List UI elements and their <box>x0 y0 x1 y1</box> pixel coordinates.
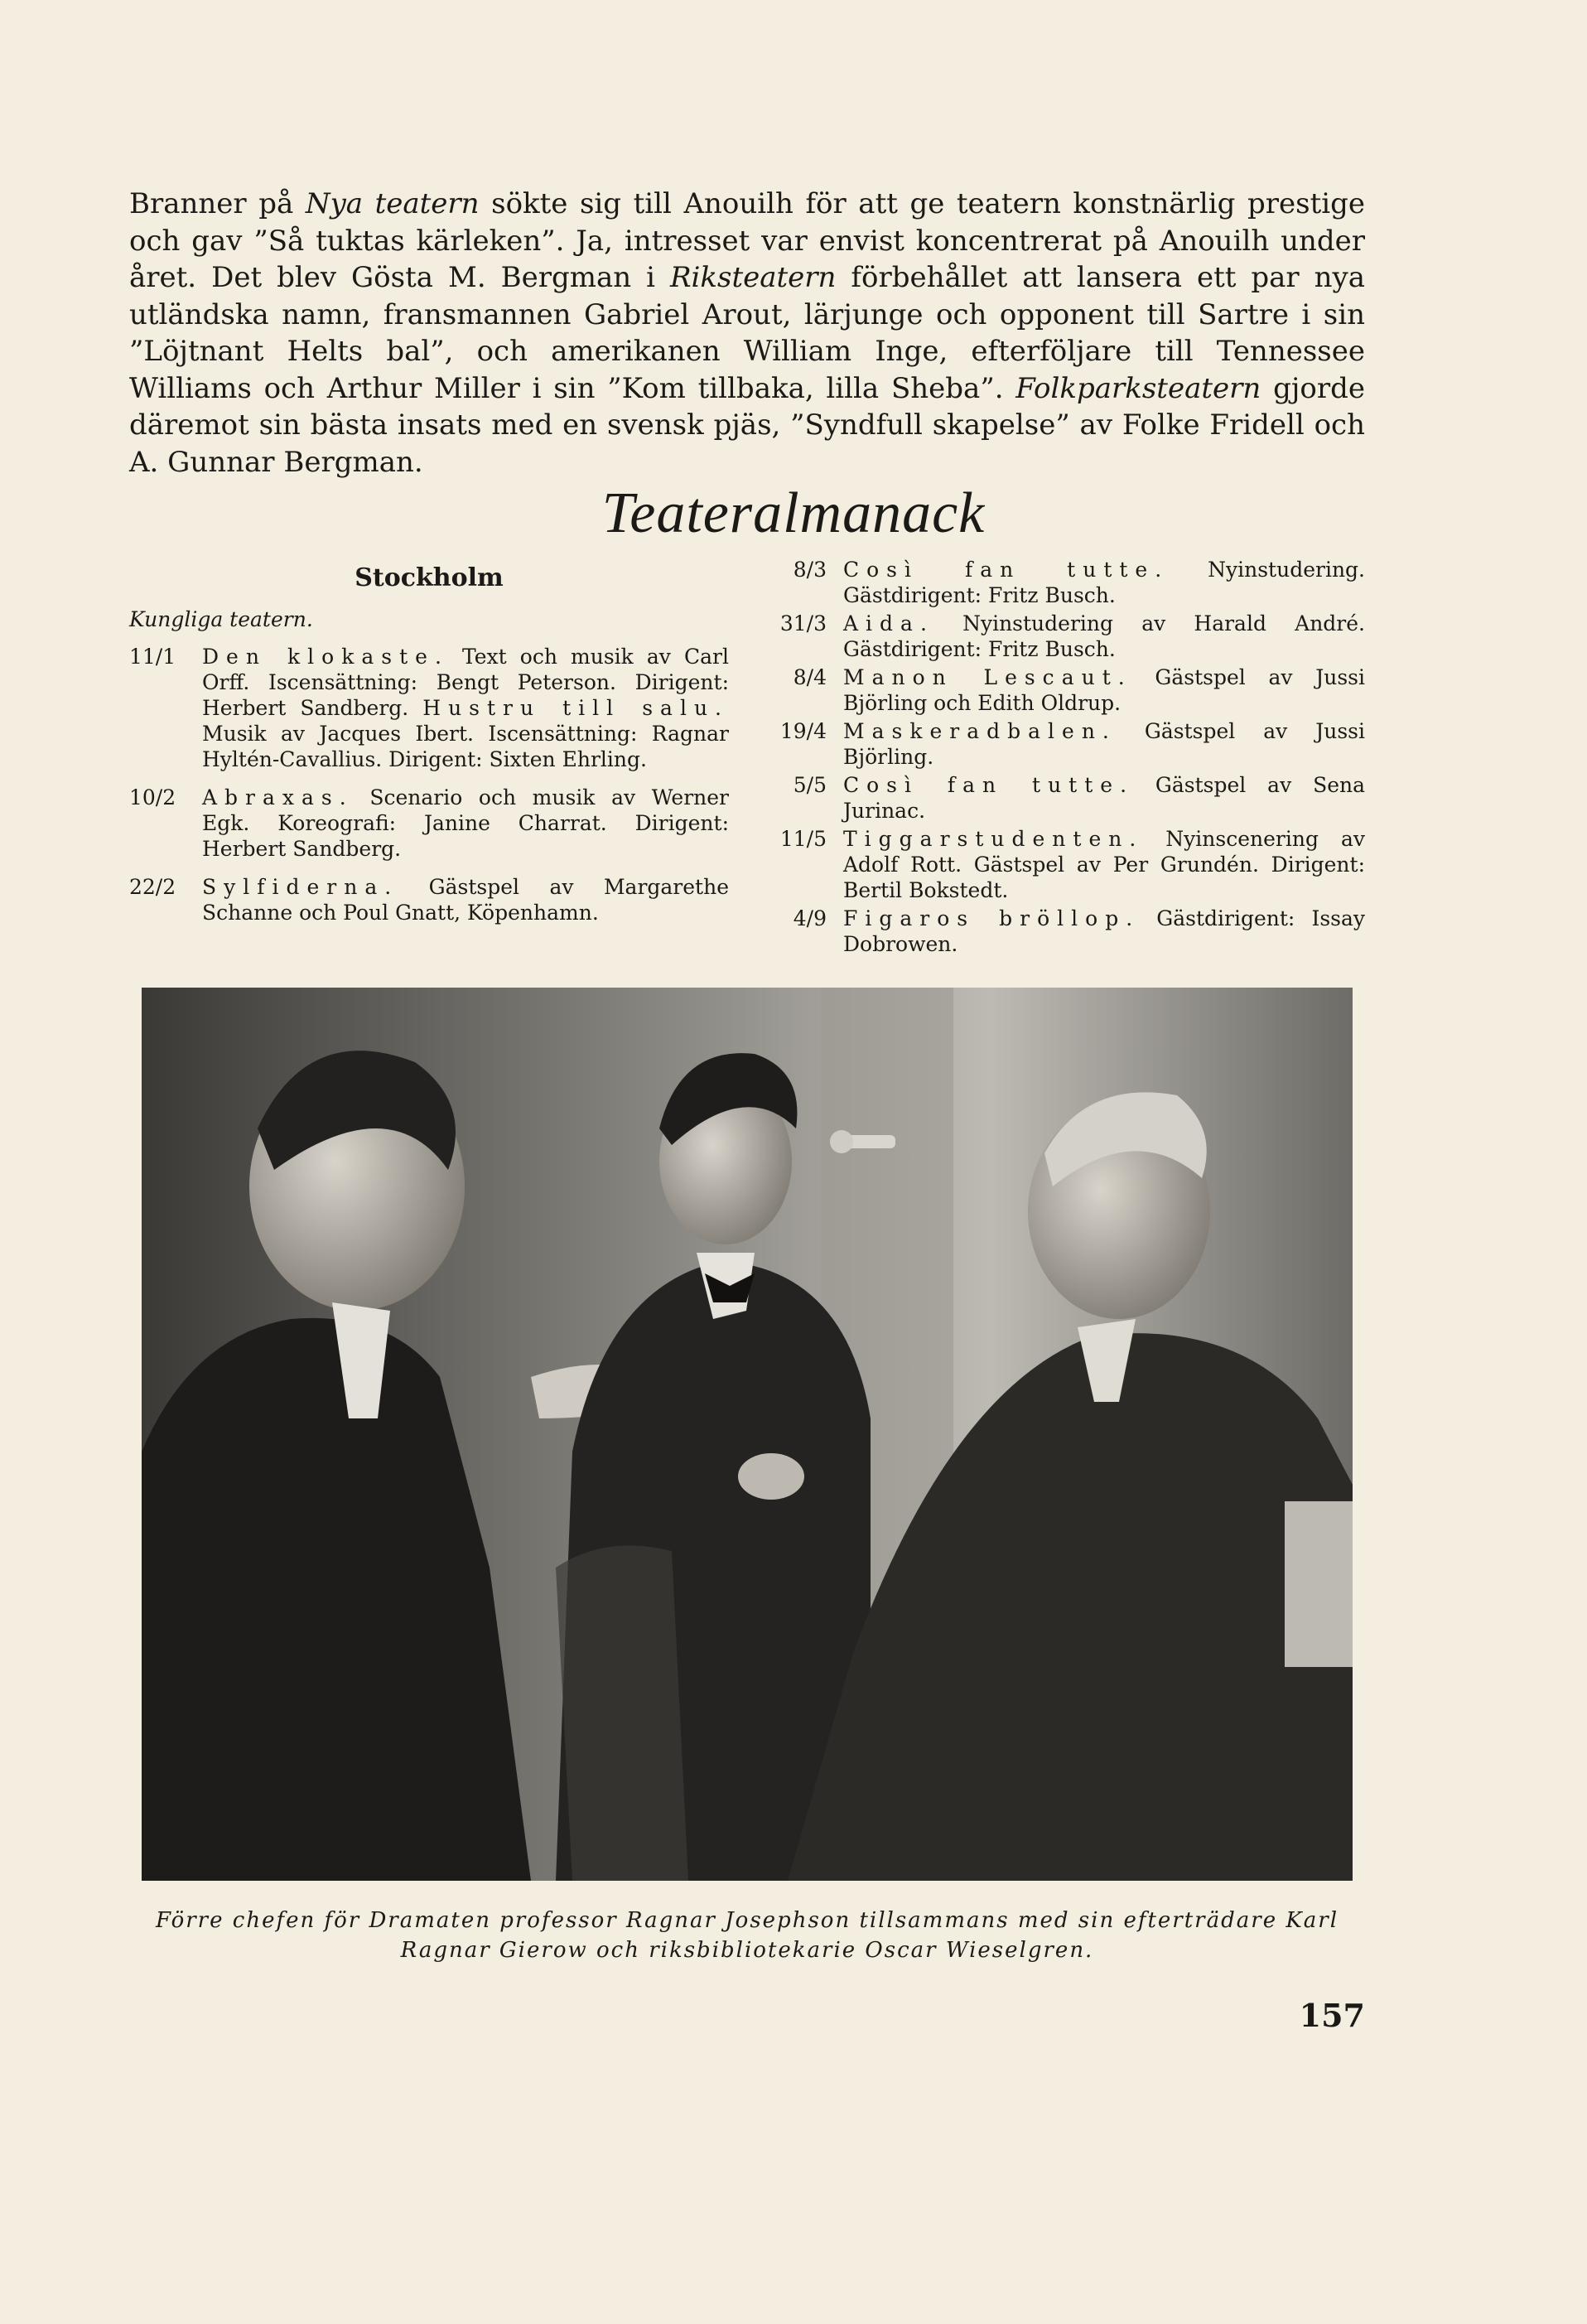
entry-text <box>843 826 1365 903</box>
section-heading: Teateralmanack <box>601 481 986 545</box>
entry-date: 10/2 <box>129 785 176 809</box>
entry-text <box>202 785 729 862</box>
venue-label: Kungliga teatern. <box>129 607 313 631</box>
entry-title: Den klokaste. <box>202 645 449 669</box>
entry-date: 11/5 <box>779 827 827 851</box>
intro-riksteatern: Riksteatern <box>669 261 837 294</box>
entry-desc: Text och musik av Carl Orff. Iscensättning: Bengt Peterson. Dirigent: Herbert Sandberg. <box>202 645 729 720</box>
entry-desc: Gästdirigent: Issay Dobrowen. <box>843 906 1366 956</box>
entry-text <box>843 906 1365 957</box>
right-column <box>754 557 1365 959</box>
entry-text <box>843 611 1365 662</box>
intro-folkparksteatern: Folkparksteatern <box>1015 371 1261 405</box>
photo-caption: Förre chefen för Dramaten professor Ragnar Josephson tillsammans med sin efterträdare Karl Ragnar Gierow och riksbibliotekarie Oscar Wieselgren. <box>155 1908 1339 1963</box>
city-heading: Stockholm <box>355 563 504 592</box>
entry-desc: Gästspel av Jussi Björling och Edith Oldrup. <box>843 665 1365 715</box>
entry-date: 5/5 <box>793 773 827 797</box>
entry-date: 22/2 <box>129 875 176 899</box>
entry-title: Maskeradbalen. <box>843 719 1117 743</box>
entry-desc-2: Musik av Jacques Ibert. Iscensättning: Ragnar Hyltén-Cavallius. Dirigent: Sixten Ehrling. <box>202 722 729 771</box>
entry-date: 31/3 <box>779 611 827 635</box>
entry-title: Abraxas. <box>202 785 354 809</box>
almanac-entry <box>754 772 1365 824</box>
entry-date: 8/3 <box>793 558 827 582</box>
entry-title: Così fan tutte. <box>843 773 1135 797</box>
left-column <box>129 557 729 938</box>
almanac-entry <box>129 874 729 925</box>
entry-desc: Scenario och musik av Werner Egk. Koreografi: Janine Charrat. Dirigent: Herbert Sandberg. <box>202 785 729 861</box>
entry-desc: Gästspel av Margarethe Schanne och Poul Gnatt, Köpenhamn. <box>202 875 729 925</box>
intro-nya-teatern: Nya teatern <box>305 187 480 220</box>
photograph <box>142 988 1353 1881</box>
intro-paragraph <box>129 186 1365 481</box>
entry-text <box>843 664 1365 716</box>
intro-text-3: förbehållet att lansera ett par nya utländska namn, fransmannen Gabriel Arout, lärjunge och opponent till Sartre i sin ”Löjtnant Helts bal”, och amerikanen William Inge, efterföljare till Tennessee Williams och Arthur Miller i sin ”Kom tillbaka, lilla Sheba”. <box>129 261 1365 405</box>
entry-date: 19/4 <box>779 719 827 743</box>
entry-text <box>843 557 1365 608</box>
entry-desc: Nyinstudering. Gästdirigent: Fritz Busch. <box>843 558 1365 607</box>
entry-title: Sylfiderna. <box>202 875 399 899</box>
page-number: 157 <box>1299 1997 1365 2034</box>
entry-text <box>202 874 729 925</box>
photo-illustration <box>142 988 1353 1881</box>
entry-title: Figaros bröllop. <box>843 906 1141 930</box>
entry-title: Così fan tutte. <box>843 558 1170 582</box>
entry-title-2: Hustru till salu. <box>422 696 729 720</box>
entry-text <box>843 718 1365 770</box>
entry-title: Aida. <box>843 611 934 635</box>
intro-text-2: sökte sig till Anouilh för att ge teatern konstnärlig prestige och gav ”Så tuktas kärleken”. Ja, intresset var envist koncentrerat på Anouilh under året. Det blev Gösta M. Bergman i <box>129 187 1365 294</box>
almanac-entry <box>754 557 1365 608</box>
entry-text <box>202 644 729 772</box>
entry-title: Manon Lescaut. <box>843 665 1132 689</box>
almanac-entry <box>129 644 729 772</box>
entry-title: Tiggarstudenten. <box>843 827 1144 851</box>
almanac-entry <box>754 906 1365 957</box>
intro-text-4: gjorde däremot sin bästa insats med en svensk pjäs, ”Syndfull skapelse” av Folke Fridell och A. Gunnar Bergman. <box>129 371 1365 479</box>
intro-text-1: Branner på <box>129 187 306 220</box>
entry-date: 11/1 <box>129 645 176 669</box>
entry-desc: Gästspel av Jussi Björling. <box>843 719 1365 769</box>
almanac-entry <box>754 664 1365 716</box>
entry-date: 8/4 <box>793 665 827 689</box>
almanac-entry <box>754 826 1365 903</box>
entry-text <box>843 772 1365 824</box>
entry-desc: Nyinstudering av Harald André. Gästdirigent: Fritz Busch. <box>843 611 1365 661</box>
almanac-entry <box>129 785 729 862</box>
almanac-entry <box>754 611 1365 662</box>
entry-desc: Gästspel av Sena Jurinac. <box>843 773 1365 823</box>
entry-date: 4/9 <box>793 906 827 930</box>
entry-desc: Nyinscenering av Adolf Rott. Gästspel av Per Grundén. Dirigent: Bertil Bokstedt. <box>843 827 1365 902</box>
almanac-entry <box>754 718 1365 770</box>
